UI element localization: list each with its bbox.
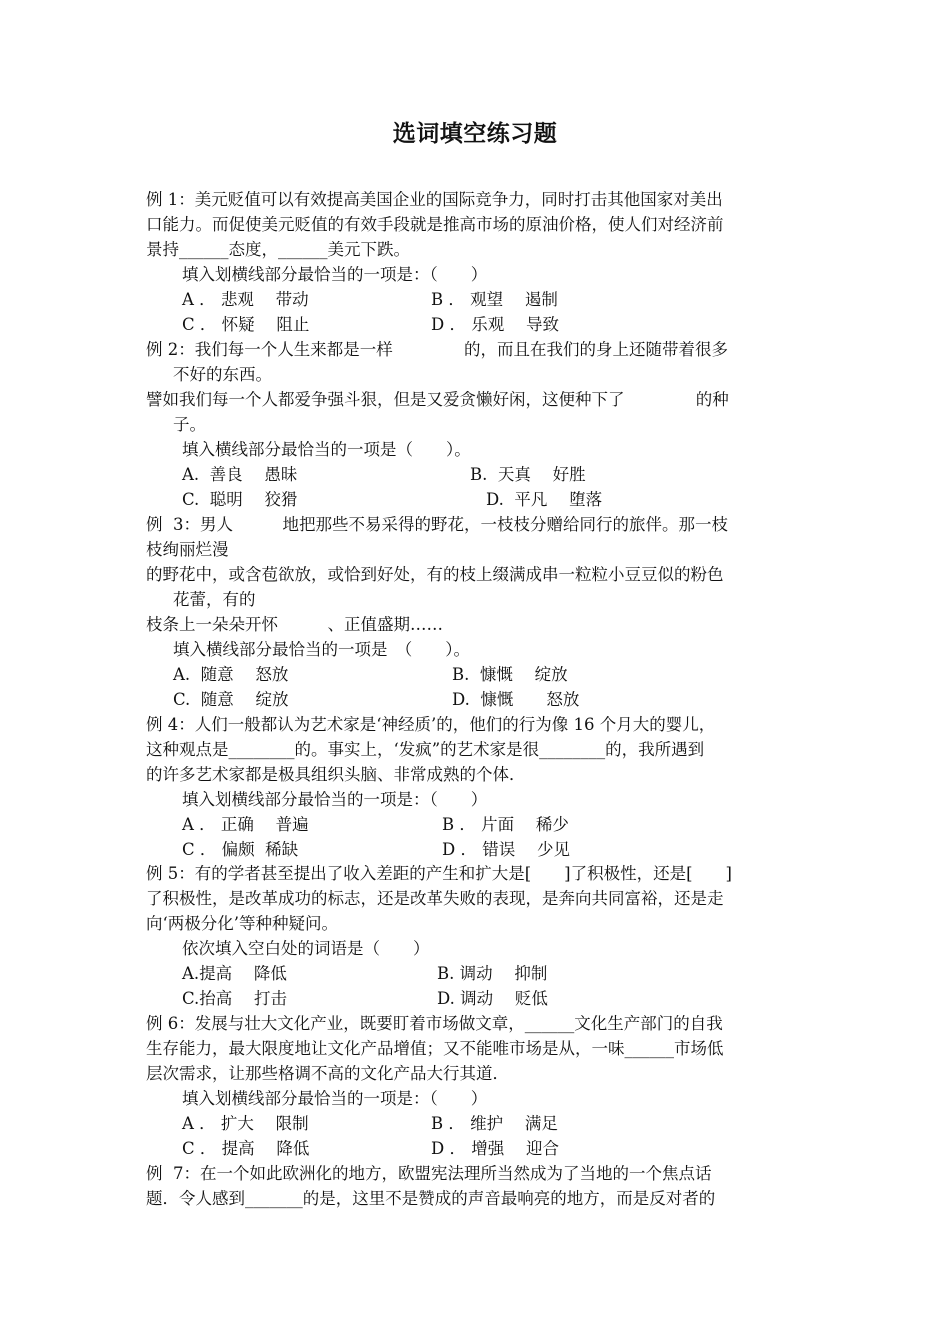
text-line: 向‘两极分化’等种种疑问。 [146, 914, 338, 933]
text-line: 的许多艺术家都是极具组织头脑、非常成熟的个体． [146, 765, 526, 784]
option-b: B ． 维护 满足 [431, 1114, 558, 1133]
text-line: 子。 [173, 415, 206, 434]
option-d: D. 慷慨 怒放 [452, 690, 580, 709]
option-c: C ． 怀疑 阻止 [182, 315, 310, 334]
option-d: D ． 错误 少见 [442, 840, 570, 859]
text-line: 枝条上一朵朵开怀 、正值盛期…… [146, 615, 443, 634]
question-prompt: 填入划横线部分最恰当的一项是：（ ） [182, 1089, 488, 1108]
text-line: 的野花中，或含苞欲放，或恰到好处，有的枝上缀满成串一粒粒小豆豆似的粉色 [146, 565, 724, 584]
option-c: C ． 偏颇 稀缺 [182, 840, 299, 859]
text-line: 例 3：男人 地把那些不易采得的野花，一枝枝分赠给同行的旅伴。那一枝 [146, 515, 728, 534]
option-a: A.提高 降低 [182, 964, 287, 983]
text-line: 例 1：美元贬值可以有效提高美国企业的国际竞争力，同时打击其他国家对美出 [146, 190, 723, 209]
text-line: 层次需求，让那些格调不高的文化产品大行其道． [146, 1064, 509, 1083]
option-c: C.抬高 打击 [182, 989, 288, 1008]
option-c: C ． 提高 降低 [182, 1139, 310, 1158]
text-line: 了积极性，是改革成功的标志，还是改革失败的表现，是奔向共同富裕，还是走 [146, 889, 724, 908]
text-line: 生存能力，最大限度地让文化产品增值；又不能唯市场是从，一味______市场低 [146, 1039, 724, 1058]
text-line: 枝绚丽烂漫 [146, 540, 229, 559]
option-b: B ． 观望 遏制 [431, 290, 558, 309]
text-line: 这种观点是________的。事实上，‘发疯”的艺术家是很________的，我所遇到 [146, 740, 705, 759]
text-line: 口能力。而促使美元贬值的有效手段就是推高市场的原油价格，使人们对经济前 [146, 215, 724, 234]
text-line: 例 4：人们一般都认为艺术家是‘神经质’的，他们的行为像 16 个月大的婴儿， [146, 715, 716, 734]
option-c: C. 聪明 狡猾 [182, 490, 298, 509]
option-b: B. 慷慨 绽放 [452, 665, 568, 684]
text-line: 例 6：发展与壮大文化产业，既要盯着市场做文章，______文化生产部门的自我 [146, 1014, 723, 1033]
option-d: D. 调动 贬低 [437, 989, 548, 1008]
option-a: A ． 悲观 带动 [182, 290, 309, 309]
question-prompt: 依次填入空白处的词语是（ ） [182, 939, 430, 958]
option-c: C. 随意 绽放 [173, 690, 289, 709]
question-prompt: 填入划横线部分最恰当的一项是：（ ） [182, 790, 488, 809]
text-line: 例 7：在一个如此欧洲化的地方，欧盟宪法理所当然成为了当地的一个焦点话 [146, 1164, 712, 1183]
text-line: 花蕾，有的 [173, 590, 256, 609]
option-a: A. 随意 怒放 [173, 665, 289, 684]
option-a: A. 善良 愚昧 [182, 465, 298, 484]
option-a: A ． 扩大 限制 [182, 1114, 309, 1133]
option-b: B. 调动 抑制 [437, 964, 548, 983]
option-d: D. 平凡 堕落 [486, 490, 603, 509]
text-line: 例 2：我们每一个人生来都是一样 的，而且在我们的身上还随带着很多 [146, 340, 728, 359]
option-a: A ． 正确 普遍 [182, 815, 309, 834]
text-line: 题．令人感到_______的是，这里不是赞成的声音最响亮的地方，而是反对者的 [146, 1189, 716, 1208]
text-line: 不好的东西。 [173, 365, 272, 384]
text-line: 譬如我们每一个人都爱争强斗狠，但是又爱贪懒好闲，这便种下了 的种 [146, 390, 729, 409]
option-d: D ． 乐观 导致 [431, 315, 559, 334]
text-line: 例 5：有的学者甚至提出了收入差距的产生和扩大是[ ]了积极性，还是[ ] [146, 864, 732, 883]
question-prompt: 填入横线部分最恰当的一项是 （ ）。 [173, 640, 470, 659]
option-d: D ． 增强 迎合 [431, 1139, 559, 1158]
question-prompt: 填入划横线部分最恰当的一项是：（ ） [182, 265, 488, 284]
document-title: 选词填空练习题 [392, 121, 558, 147]
option-b: B. 天真 好胜 [470, 465, 586, 484]
option-b: B ． 片面 稀少 [442, 815, 569, 834]
text-line: 景持______态度，______美元下跌。 [146, 240, 410, 259]
question-prompt: 填入横线部分最恰当的一项是（ ）。 [182, 440, 471, 459]
